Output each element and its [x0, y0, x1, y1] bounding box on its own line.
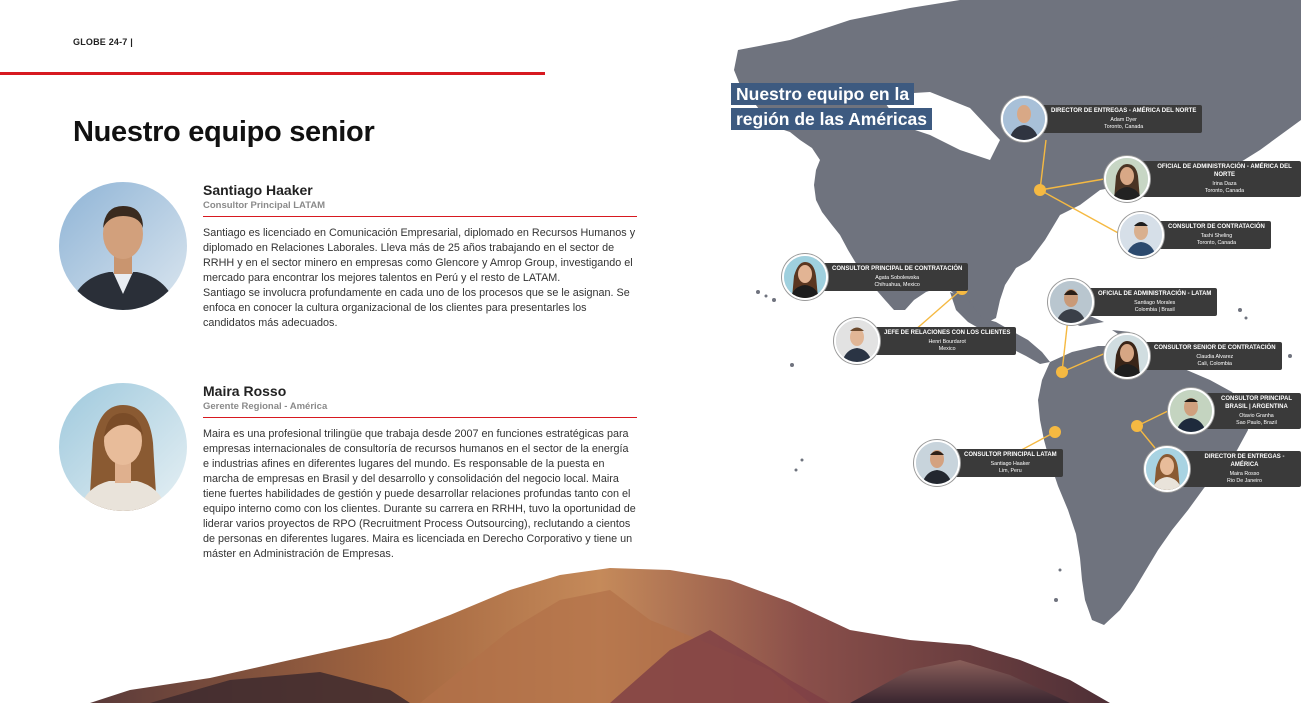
- person-name: Maira Rosso: [203, 383, 287, 399]
- person-role: Consultor Principal LATAM: [203, 200, 326, 211]
- team-card: [834, 318, 1016, 364]
- team-card: [1104, 156, 1301, 202]
- team-photo: [1104, 156, 1150, 202]
- team-label: [952, 449, 1063, 478]
- team-name: Santiago Haaker: [990, 461, 1031, 468]
- team-title: CONSULTOR PRINCIPAL BRASIL | ARGENTINA: [1220, 396, 1292, 410]
- team-photo: [914, 440, 960, 486]
- bio-paragraph: Santiago se involucra profundamente en cada uno de los procesos que se le asignan. Se enfoca en conocer la cultura organizacional de los clientes para presentarles los candidatos más adecuados.: [203, 287, 630, 329]
- team-card: [914, 440, 1063, 486]
- team-label: [1182, 451, 1301, 487]
- header-rule: [0, 72, 545, 75]
- team-title: OFICIAL DE ADMINISTRACIÓN - AMÉRICA DEL NORTE: [1157, 164, 1292, 178]
- team-name: Irina Daza: [1212, 181, 1237, 187]
- team-name: Adam Dyer: [1110, 117, 1137, 124]
- team-label: [1142, 161, 1301, 197]
- header-label: GLOBE 24-7 |: [73, 37, 133, 47]
- team-location: Rio De Janeiro: [1226, 477, 1263, 484]
- person-name: Santiago Haaker: [203, 182, 313, 198]
- team-location: Mexico: [938, 345, 956, 352]
- map-title: [731, 82, 941, 132]
- team-photo: [1001, 96, 1047, 142]
- team-card: [1168, 388, 1301, 434]
- team-photo: [1168, 388, 1214, 434]
- team-card: [1118, 212, 1271, 258]
- team-location: Sao Paulo, Brazil: [1236, 419, 1277, 426]
- team-label: [1206, 393, 1301, 429]
- portrait-image: [59, 182, 187, 310]
- team-name: Agata Sobolewska: [875, 275, 920, 282]
- team-name: Claudia Alvarez: [1196, 354, 1234, 361]
- team-label: [820, 263, 968, 292]
- team-title: OFICIAL DE ADMINISTRACIÓN - LATAM: [1098, 290, 1212, 297]
- team-title: CONSULTOR SENIOR DE CONTRATACIÓN: [1154, 344, 1276, 351]
- map-title-text: Nuestro equipo en la región de las Américas: [731, 83, 932, 130]
- team-label: [1039, 105, 1202, 134]
- team-card: [1001, 96, 1202, 142]
- team-label: [1156, 221, 1271, 250]
- person-role: Gerente Regional - América: [203, 401, 328, 412]
- team-photo: [1104, 333, 1150, 379]
- person-info: [203, 182, 637, 331]
- team-card: [782, 254, 968, 300]
- bio-paragraph: Santiago es licenciado en Comunicación Empresarial, diplomado en Recursos Humanos y diplomado en Relaciones Laborales. Lleva más de 25 años trabajando en el sector de RRHH y en el sector minero en empresas como Glencore y Amrop Group, investigando el mercado para encontrar los mejores talentos en Perú y el resto de LATAM.: [203, 227, 636, 284]
- team-card: [1144, 446, 1301, 492]
- avatar: [59, 182, 187, 310]
- page-title: Nuestro equipo senior: [73, 116, 375, 148]
- team-location: Cali, Colombia: [1197, 360, 1232, 367]
- team-title: CONSULTOR PRINCIPAL LATAM: [964, 451, 1057, 458]
- team-location: Lim, Peru: [999, 467, 1022, 474]
- portrait-image: [59, 383, 187, 511]
- team-photo: [1118, 212, 1164, 258]
- team-location: Toronto, Canada: [1204, 187, 1245, 194]
- team-title: DIRECTOR DE ENTREGAS - AMÉRICA DEL NORTE: [1051, 107, 1197, 114]
- team-label: [872, 327, 1016, 356]
- person-bio: [203, 427, 637, 562]
- avatar: [59, 383, 187, 511]
- team-label: [1086, 288, 1217, 317]
- team-card: [1048, 279, 1217, 325]
- person-rule: [203, 417, 637, 418]
- team-label: [1142, 342, 1282, 371]
- team-photo: [834, 318, 880, 364]
- team-title: CONSULTOR PRINCIPAL DE CONTRATACIÓN: [832, 265, 963, 272]
- person-info: [203, 383, 637, 562]
- team-name: Henri Bourdarot: [928, 339, 966, 346]
- team-photo: [782, 254, 828, 300]
- team-photo: [1048, 279, 1094, 325]
- team-name: Maira Rosso: [1229, 471, 1260, 477]
- team-photo: [1144, 446, 1190, 492]
- team-name: Otavio Granha: [1239, 413, 1274, 419]
- bio-paragraph: Maira es una profesional trilingüe que trabaja desde 2007 en funciones estratégicas para empresas internacionales de consultoría de recursos humanos en el sector de la energía e industrias afines en diferentes lugares del mundo. Es responsable de la puesta en marcha de empresas en Brasil y del desarrollo y consolidación del negocio local. Maira tiene fuertes habilidades de gestión y puede desarrollar relaciones profundas tanto con el equipo interno como con los clientes. Durante su carrera en RRHH, tuvo la oportunidad de liderar varios proyectos de RPO (Recruitment Process Outsourcing), reclutando a cientos de personas en diferentes lugares. Maira es licenciada en Derecho Corporativo y tiene un máster en Administración de Empresas.: [203, 428, 636, 560]
- team-location: Chihuahua, Mexico: [874, 281, 920, 288]
- team-location: Toronto, Canada: [1104, 123, 1144, 130]
- person-rule: [203, 216, 637, 217]
- team-name: Santiago Morales: [1134, 300, 1176, 307]
- team-title: JEFE DE RELACIONES CON LOS CLIENTES: [884, 329, 1011, 336]
- person-bio: [203, 226, 637, 331]
- team-location: Colombia | Brasil: [1134, 306, 1175, 313]
- team-card: [1104, 333, 1282, 379]
- team-title: DIRECTOR DE ENTREGAS - AMÉRICA: [1204, 454, 1285, 468]
- team-name: Tashi Sheling: [1200, 233, 1233, 240]
- team-title: CONSULTOR DE CONTRATACIÓN: [1168, 223, 1265, 230]
- team-location: Toronto, Canada: [1196, 239, 1237, 246]
